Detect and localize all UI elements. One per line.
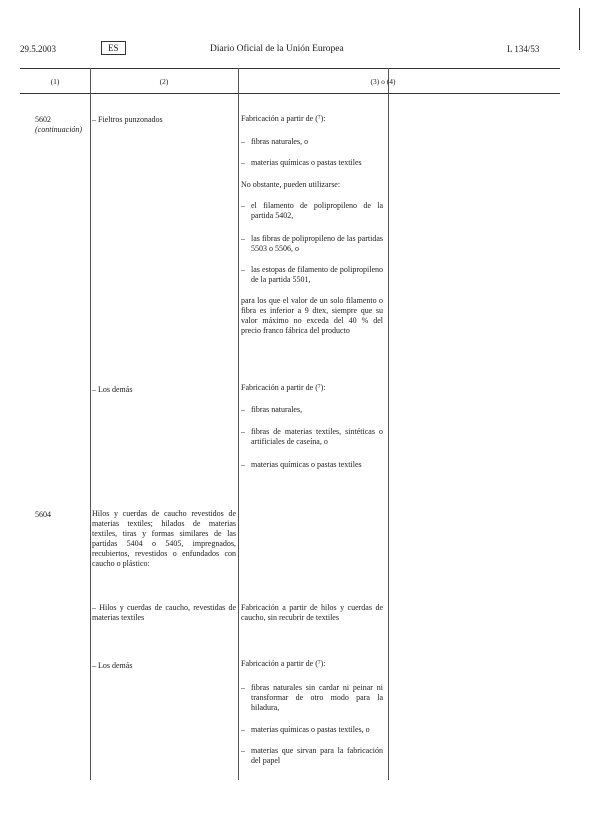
column-header-2: (2) xyxy=(159,77,169,86)
heading-code: 5602 xyxy=(35,115,51,124)
rule-intro: Fabricación a partir de (⁷): xyxy=(241,659,326,668)
rule-item: – fibras naturales, xyxy=(241,405,303,414)
product-description: – Los demás xyxy=(92,385,133,394)
journal-title: Diario Oficial de la Unión Europea xyxy=(210,44,344,54)
rule-item: – fibras naturales, o xyxy=(241,137,309,146)
dash: – xyxy=(241,746,245,755)
column-divider-1 xyxy=(90,68,91,780)
rule-item: – fibras naturales sin cardar ni peinar ni transformar de otro modo para la hiladura, xyxy=(241,683,383,712)
heading-code: 5604 xyxy=(35,510,51,519)
rule-intro: Fabricación a partir de (⁷): xyxy=(241,383,326,392)
rule-intro: Fabricación a partir de (⁷): xyxy=(241,114,326,123)
column-divider-3 xyxy=(388,68,389,780)
product-description: – Los demás xyxy=(92,661,133,670)
rule-tail: para los que el valor de un solo filamento o fibra es inferior a 9 dtex, siempre que su valor máximo no exceda del 40 % del precio franco fábrica del producto xyxy=(241,296,383,335)
dash: – xyxy=(241,725,245,734)
dash: – xyxy=(241,405,245,414)
rule-note: No obstante, pueden utilizarse: xyxy=(241,180,341,189)
dash: – xyxy=(241,265,245,274)
product-description: – Fieltros punzonados xyxy=(92,115,163,124)
page-reference: L 134/53 xyxy=(507,44,540,54)
table-header-rule xyxy=(20,93,560,94)
rule-item: – materias que sirvan para la fabricación del papel xyxy=(241,746,383,765)
rule-item: – materias químicas o pastas textiles xyxy=(241,158,362,167)
dash: – xyxy=(241,683,245,692)
rule-text: Fabricación a partir de hilos y cuerdas de caucho, sin recubrir de textiles xyxy=(241,603,383,622)
table-top-rule xyxy=(20,68,560,69)
publication-date: 29.5.2003 xyxy=(20,44,56,54)
rule-item: – materias químicas o pastas textiles xyxy=(241,460,362,469)
dash: – xyxy=(241,201,245,210)
product-description: – Hilos y cuerdas de caucho, revestidas de materias textiles xyxy=(92,603,236,622)
rule-item: – fibras de materias textiles, sintéticas o artificiales de caseína, o xyxy=(241,427,383,446)
dash: – xyxy=(241,137,245,146)
column-header-1: (1) xyxy=(50,77,60,86)
product-description: Hilos y cuerdas de caucho revestidos de materias textiles; hilados de materias textiles, tiras y formas similares de las partidas 5404 o 5405, impregnados, recubiertos, revestidos o enfundados con caucho o plástico: xyxy=(92,509,236,568)
dash: – xyxy=(241,427,245,436)
dash: – xyxy=(241,158,245,167)
column-divider-2 xyxy=(238,68,239,780)
rule-item: – materias químicas o pastas textiles, o xyxy=(241,725,370,734)
rule-item: – las estopas de filamento de polipropileno de la partida 5501, xyxy=(241,265,383,284)
rule-item: – el filamento de polipropileno de la partida 5402, xyxy=(241,201,383,220)
continuation-note: (continuación) xyxy=(35,125,83,134)
edge-mark xyxy=(579,8,580,50)
rule-item: – las fibras de polipropileno de las partidas 5503 o 5506, o xyxy=(241,234,383,253)
dash: – xyxy=(241,460,245,469)
column-header-3: (3) o (4) xyxy=(370,77,396,86)
language-badge: ES xyxy=(101,41,126,55)
dash: – xyxy=(241,234,245,243)
